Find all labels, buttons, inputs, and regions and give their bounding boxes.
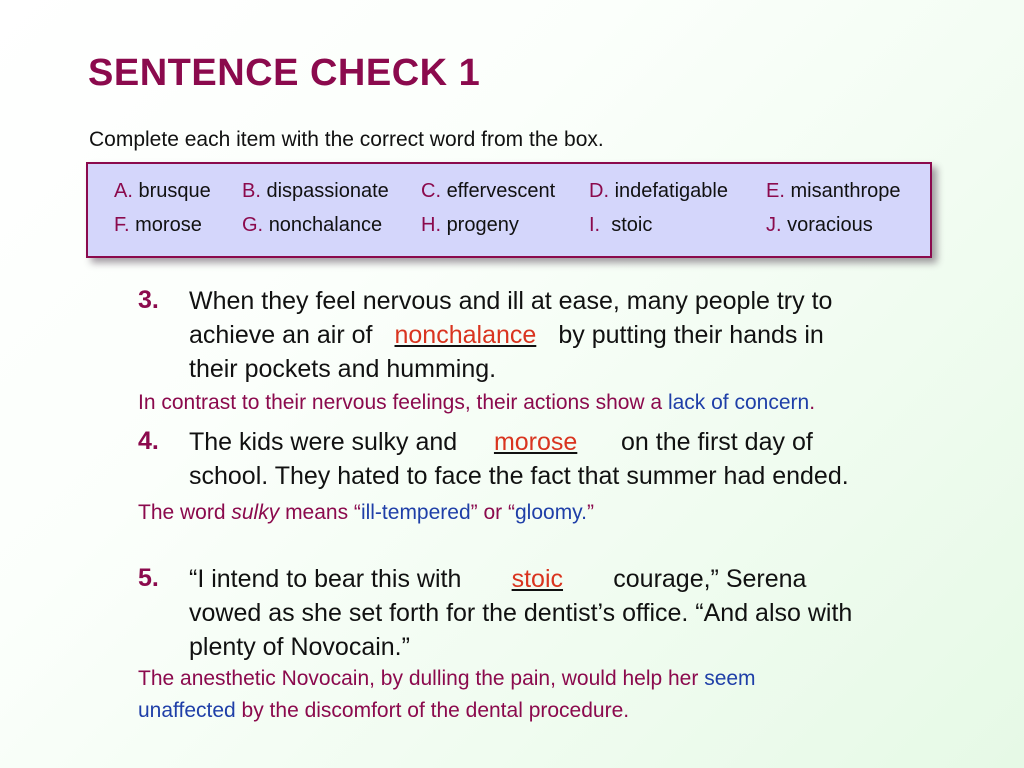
item-text: When they feel nervous and ill at ease, many people try to achieve an air of nonchalance by putting their hands in their pockets and humming. <box>189 287 833 383</box>
answer-blank: stoic <box>511 565 564 593</box>
explanation: In contrast to their nervous feelings, their actions show a lack of concern. <box>138 391 816 414</box>
instruction-text: Complete each item with the correct word from the box. <box>89 128 604 151</box>
answer-blank: nonchalance <box>394 321 537 349</box>
page-title: SENTENCE CHECK 1 <box>88 52 481 94</box>
word-option: J. voracious <box>766 214 873 236</box>
word-option: D. indefatigable <box>589 180 728 202</box>
explanation: The anesthetic Novocain, by dulling the pain, would help her seem unaffected by the discomfort of the dental procedure. <box>138 667 756 722</box>
answer-blank: morose <box>493 428 578 456</box>
word-option: E. misanthrope <box>766 180 901 202</box>
word-option: H. progeny <box>421 214 519 236</box>
item-text: The kids were sulky and morose on the first day of school. They hated to face the fact that summer had ended. <box>189 425 849 493</box>
item-number: 3. <box>138 286 159 314</box>
word-option: G. nonchalance <box>242 214 383 236</box>
item-text: “I intend to bear this with stoic courage,” Serena vowed as she set forth for the dentist’s office. “And also with plenty of Novocain.” <box>189 562 852 664</box>
item-number: 4. <box>138 427 159 455</box>
item-number: 5. <box>138 564 159 592</box>
word-option: C. effervescent <box>421 180 556 202</box>
word-option: B. dispassionate <box>242 180 389 202</box>
explanation: The word sulky means “ill-tempered” or “gloomy.” <box>138 501 594 524</box>
word-box <box>86 162 932 258</box>
word-option: A. brusque <box>114 180 211 202</box>
word-option: I. stoic <box>589 214 653 236</box>
word-option: F. morose <box>114 214 202 236</box>
